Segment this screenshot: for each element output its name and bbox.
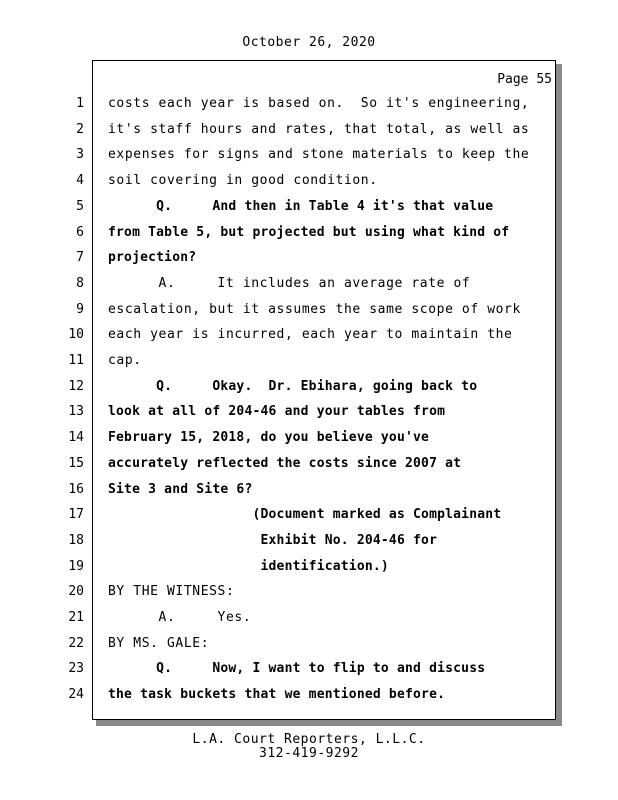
line-number: 24 <box>68 687 84 702</box>
line-number: 8 <box>76 276 84 291</box>
transcript-line: Exhibit No. 204-46 for <box>108 533 438 548</box>
footer <box>0 733 618 761</box>
line-number: 14 <box>68 430 84 445</box>
line-number: 20 <box>68 584 84 599</box>
transcript-line: BY THE WITNESS: <box>108 584 235 599</box>
line-number: 22 <box>68 636 84 651</box>
page-number: Page 55 <box>497 72 552 87</box>
line-number: 4 <box>76 173 84 188</box>
transcript-date: October 26, 2020 <box>242 35 376 50</box>
line-number: 16 <box>68 482 84 497</box>
transcript-line: identification.) <box>108 559 389 574</box>
line-number: 1 <box>76 96 84 111</box>
transcript-line: A. Yes. <box>108 610 252 625</box>
transcript-line: Q. Now, I want to flip to and discuss <box>108 661 486 676</box>
transcript-line: A. It includes an average rate of <box>108 276 471 291</box>
line-number: 6 <box>76 225 84 240</box>
transcript-line: the task buckets that we mentioned before. <box>108 687 446 702</box>
transcript-line: February 15, 2018, do you believe you've <box>108 430 430 445</box>
transcript-line: Q. And then in Table 4 it's that value <box>108 199 494 214</box>
line-number: 21 <box>68 610 84 625</box>
transcript-line: expenses for signs and stone materials to keep the <box>108 147 530 162</box>
line-number: 3 <box>76 147 84 162</box>
line-number: 2 <box>76 122 84 137</box>
line-number: 23 <box>68 661 84 676</box>
transcript-line: projection? <box>108 250 197 265</box>
line-number: 10 <box>68 327 84 342</box>
line-number: 5 <box>76 199 84 214</box>
transcript-line: BY MS. GALE: <box>108 636 210 651</box>
transcript-line: from Table 5, but projected but using what kind of <box>108 225 510 240</box>
line-number: 12 <box>68 379 84 394</box>
transcript-line: look at all of 204-46 and your tables from <box>108 404 446 419</box>
line-number: 18 <box>68 533 84 548</box>
line-number: 13 <box>68 404 84 419</box>
line-number: 7 <box>76 250 84 265</box>
reporter-phone: 312-419-9292 <box>259 746 359 761</box>
transcript-line: Q. Okay. Dr. Ebihara, going back to <box>108 379 478 394</box>
transcript-line: accurately reflected the costs since 2007 at <box>108 456 462 471</box>
transcript-line: (Document marked as Complainant <box>108 507 502 522</box>
transcript-line: cap. <box>108 353 142 368</box>
line-number: 19 <box>68 559 84 574</box>
transcript-line: it's staff hours and rates, that total, as well as <box>108 122 530 137</box>
line-number: 17 <box>68 507 84 522</box>
line-number: 11 <box>68 353 84 368</box>
transcript-line: costs each year is based on. So it's engineering, <box>108 96 530 111</box>
line-number: 9 <box>76 302 84 317</box>
line-number: 15 <box>68 456 84 471</box>
transcript-line: each year is incurred, each year to maintain the <box>108 327 513 342</box>
transcript-line: escalation, but it assumes the same scope of work <box>108 302 521 317</box>
reporter-company: L.A. Court Reporters, L.L.C. <box>192 732 426 747</box>
transcript-line: soil covering in good condition. <box>108 173 378 188</box>
transcript-line: Site 3 and Site 6? <box>108 482 253 497</box>
